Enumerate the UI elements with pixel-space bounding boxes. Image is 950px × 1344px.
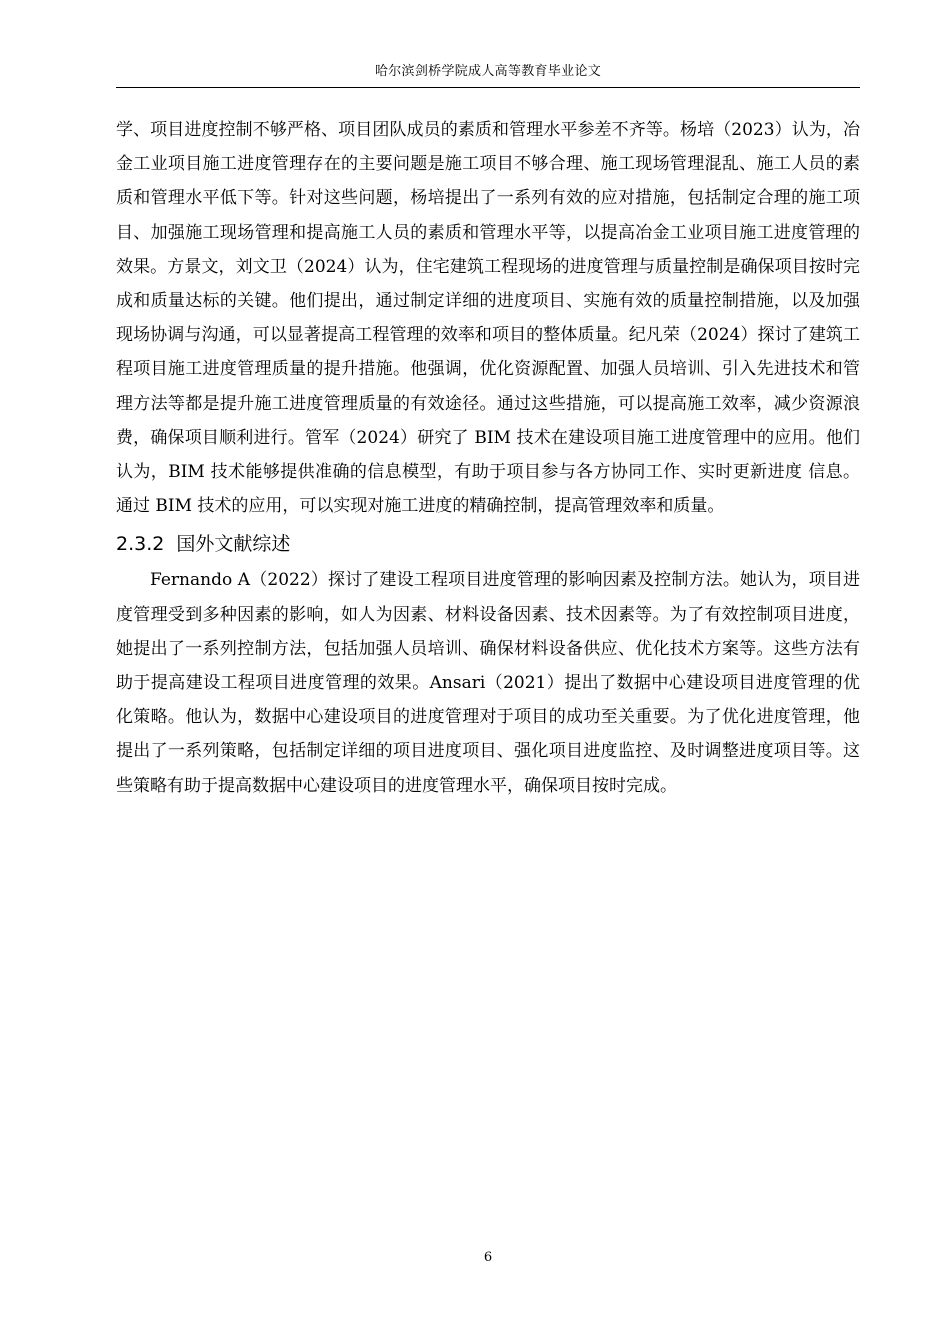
paragraph-foreign-review: Fernando A（2022）探讨了建设工程项目进度管理的影响因素及控制方法。她认为，项目进度管理受到多种因素的影响，如人为因素、材料设备因素、技术因素等。为了有效控制项目进度，她提出了一系列控制方法，包括加强人员培训、确保材料设备供应、优化技术方案等。这些方法有助于提高建设工程项目进度管理的效果。Ansari（2021）提出了数据中心建设项目进度管理的优化策略。他认为，数据中心建设项目的进度管理对于项目的成功至关重要。为了优化进度管理，他提出了一系列策略，包括制定详细的项目进度项目、强化项目进度监控、及时调整进度项目等。这些策略有助于提高数据中心建设项目的进度管理水平，确保项目按时完成。 xyxy=(116,570,860,796)
section-title: 国外文献综述 xyxy=(176,533,291,556)
section-heading xyxy=(116,525,860,563)
page-header: 哈尔滨剑桥学院成人高等教育毕业论文 xyxy=(374,64,602,79)
page-body xyxy=(116,113,860,803)
page-number: 6 xyxy=(483,1250,493,1265)
section-number: 2.3.2 xyxy=(116,533,165,556)
header-divider xyxy=(116,87,860,88)
paragraph-domestic-review-continued: 学、项目进度控制不够严格、项目团队成员的素质和管理水平参差不齐等。杨培（2023）认为，冶金工业项目施工进度管理存在的主要问题是施工项目不够合理、施工现场管理混乱、施工人员的素质和管理水平低下等。针对这些问题，杨培提出了一系列有效的应对措施，包括制定合理的施工项目、加强施工现场管理和提高施工人员的素质和管理水平等，以提高冶金工业项目施工进度管理的效果。方景文，刘文卫（2024）认为，住宅建筑工程现场的进度管理与质量控制是确保项目按时完成和质量达标的关键。他们提出，通过制定详细的进度项目、实施有效的质量控制措施，以及加强现场协调与沟通，可以显著提高工程管理的效率和项目的整体质量。纪凡荣（2024）探讨了建筑工程项目施工进度管理质量的提升措施。他强调，优化资源配置、加强人员培训、引入先进技术和管理方法等都是提升施工进度管理质量的有效途径。通过这些措施，可以提高施工效率，减少资源浪费，确保项目顺利进行。管军（2024）研究了 BIM 技术在建设项目施工进度管理中的应用。他们 认为，BIM 技术能够提供准确的信息模型，有助于项目参与各方协同工作、实时更新进度 信息。通过 BIM 技术的应用，可以实现对施工进度的精确控制，提高管理效率和质量。 xyxy=(116,120,860,517)
